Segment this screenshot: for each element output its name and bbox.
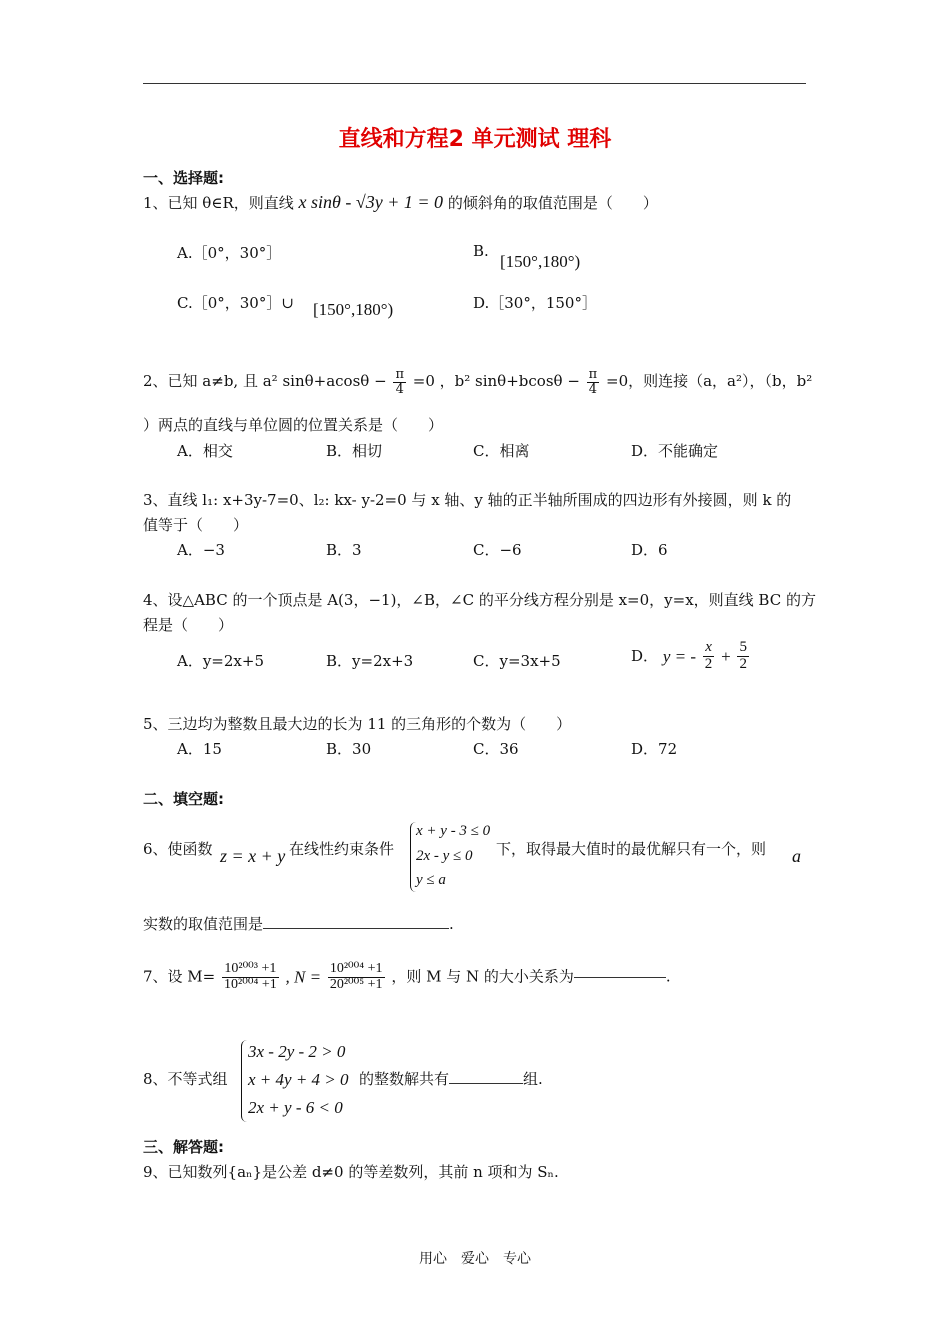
q3-line2: 值等于（ ） bbox=[143, 516, 249, 534]
q6-prefix: 6、使函数 bbox=[143, 840, 213, 858]
q1-option-b-math: [150°,180°) bbox=[500, 252, 581, 271]
q1-option-c-label: C.［0°，30°］∪ bbox=[177, 294, 294, 312]
q6-end: . bbox=[449, 915, 454, 933]
q1-option-b-label: B. bbox=[473, 242, 489, 260]
q4-option-a: A．y=2x+5 bbox=[177, 652, 264, 670]
q5-option-a: A．15 bbox=[177, 740, 222, 758]
q6-constraint-3: y ≤ a bbox=[416, 872, 446, 888]
q2-prefix: 2、已知 a≠b, 且 a² sinθ+acosθ − bbox=[143, 372, 387, 391]
q3-option-c: C．−6 bbox=[473, 541, 522, 559]
q2-fraction-1 bbox=[393, 368, 406, 396]
q8-inequality-3: 2x + y - 6 < 0 bbox=[248, 1098, 343, 1117]
q2-frac1-num: π bbox=[395, 367, 404, 382]
q1-option-a: A.［0°，30°］ bbox=[177, 244, 282, 262]
q6-constraint-2: 2x - y ≤ 0 bbox=[416, 848, 473, 864]
q7-m-num: 10²⁰⁰³ +1 bbox=[222, 962, 279, 978]
q5-option-c: C．36 bbox=[473, 740, 519, 758]
q4-line1: 4、设△ABC 的一个顶点是 A(3，−1)，∠B，∠C 的平分线方程分别是 x=0，y=x，则直线 BC 的方 bbox=[143, 591, 816, 609]
q7-suffix: ，则 M 与 N 的大小关系为 bbox=[391, 967, 574, 986]
q4-d-frac1-num: x bbox=[703, 640, 715, 657]
q4-option-d-label: D． bbox=[631, 646, 659, 665]
q2-line2: ）两点的直线与单位圆的位置关系是（ ） bbox=[143, 416, 444, 434]
q3-option-d: D．6 bbox=[631, 541, 668, 559]
q2-option-d: D．不能确定 bbox=[631, 442, 719, 460]
q7-frac-n bbox=[328, 962, 385, 992]
q5-option-b: B．30 bbox=[326, 740, 372, 758]
q4-d-frac2-den: 2 bbox=[739, 655, 747, 672]
q2-option-c: C．相离 bbox=[473, 442, 530, 460]
q3-option-b: B．3 bbox=[326, 541, 362, 559]
q4-option-c: C．y=3x+5 bbox=[473, 652, 561, 670]
q1-suffix: 的倾斜角的取值范围是（ ） bbox=[447, 194, 658, 212]
q8-prefix: 8、不等式组 bbox=[143, 1070, 228, 1088]
q2-option-a: A．相交 bbox=[177, 442, 233, 460]
q2-option-b: B．相切 bbox=[326, 442, 383, 460]
q6-line2 bbox=[143, 913, 454, 934]
section-choice-heading: 一、选择题: bbox=[143, 169, 224, 187]
q1-option-c-math: [150°,180°) bbox=[313, 300, 394, 319]
q2-frac1-den: 4 bbox=[395, 381, 404, 397]
q1-formula: x sinθ - √3y + 1 = 0 bbox=[298, 192, 444, 212]
header-rule bbox=[143, 83, 806, 84]
q2-suffix: =0，则连接（a，a²），（b，b² bbox=[606, 372, 813, 391]
q7-m-den: 10²⁰⁰⁴ +1 bbox=[224, 976, 277, 992]
q8-tail bbox=[359, 1068, 543, 1089]
q2-fraction-2 bbox=[587, 368, 600, 396]
q8-answer-blank[interactable] bbox=[449, 1083, 523, 1084]
q7-comma: , N = bbox=[285, 967, 322, 987]
q7-end: . bbox=[665, 967, 671, 986]
q6-constraint-1: x + y - 3 ≤ 0 bbox=[416, 823, 491, 839]
q6-answer-blank[interactable] bbox=[263, 928, 449, 929]
q5-stem: 5、三边均为整数且最大边的长为 11 的三角形的个数为（ ） bbox=[143, 715, 572, 733]
q1-option-d: D.［30°，150°］ bbox=[473, 294, 597, 312]
q4-d-frac2-num: 5 bbox=[739, 639, 747, 655]
section-fill-heading: 二、填空题: bbox=[143, 790, 224, 808]
q6-mid: 在线性约束条件 bbox=[289, 840, 395, 858]
q7-line bbox=[143, 962, 671, 992]
q1-prefix: 1、已知 θ∈R，则直线 bbox=[143, 194, 294, 212]
q8-inequality-1: 3x - 2y - 2 > 0 bbox=[248, 1042, 346, 1061]
q4-d-frac1-den: 2 bbox=[704, 655, 713, 672]
q6-line2-text: 实数的取值范围是 bbox=[143, 915, 264, 933]
q7-frac-m bbox=[222, 962, 279, 992]
q6-var-a: a bbox=[792, 846, 801, 866]
q8-inequality-2: x + 4y + 4 > 0 bbox=[248, 1070, 349, 1089]
q8-suffix: 的整数解共有 bbox=[359, 1070, 450, 1088]
q4-option-d-lhs: y = - bbox=[662, 646, 696, 666]
page-footer: 用心 爱心 专心 bbox=[419, 1251, 531, 1267]
q7-prefix: 7、设 M= bbox=[143, 967, 216, 986]
q4-option-d bbox=[631, 640, 751, 673]
q4-line2: 程是（ ） bbox=[143, 616, 234, 634]
q9-stem: 9、已知数列{aₙ}是公差 d≠0 的等差数列，其前 n 项和为 Sₙ. bbox=[143, 1163, 559, 1181]
q4-option-d-frac2 bbox=[737, 640, 749, 673]
q1-stem bbox=[143, 192, 658, 213]
q2-frac2-den: 4 bbox=[588, 381, 598, 397]
q2-line1 bbox=[143, 368, 812, 396]
q3-option-a: A．−3 bbox=[177, 541, 225, 559]
q5-option-d: D．72 bbox=[631, 740, 678, 758]
q2-mid: =0 ，b² sinθ+bcosθ − bbox=[412, 372, 580, 391]
q6-suffix: 下，取得最大值时的最优解只有一个，则 bbox=[496, 840, 767, 858]
page-title: 直线和方程2 单元测试 理科 bbox=[338, 127, 612, 152]
q4-option-d-plus: + bbox=[721, 646, 731, 666]
q4-option-d-frac1 bbox=[703, 640, 715, 673]
q7-n-den: 20²⁰⁰⁵ +1 bbox=[329, 976, 383, 992]
q2-frac2-num: π bbox=[588, 367, 598, 382]
q7-n-num: 10²⁰⁰⁴ +1 bbox=[329, 961, 383, 976]
q6-formula: z = x + y bbox=[220, 846, 286, 866]
q7-answer-blank[interactable] bbox=[574, 977, 666, 978]
q4-option-b: B．y=2x+3 bbox=[326, 652, 414, 670]
section-answer-heading: 三、解答题: bbox=[143, 1138, 224, 1156]
q3-line1: 3、直线 l₁: x+3y-7=0、l₂: kx- y-2=0 与 x 轴、y 轴的正半轴所围成的四边形有外接圆，则 k 的 bbox=[143, 491, 792, 509]
q8-end: 组. bbox=[523, 1070, 543, 1088]
